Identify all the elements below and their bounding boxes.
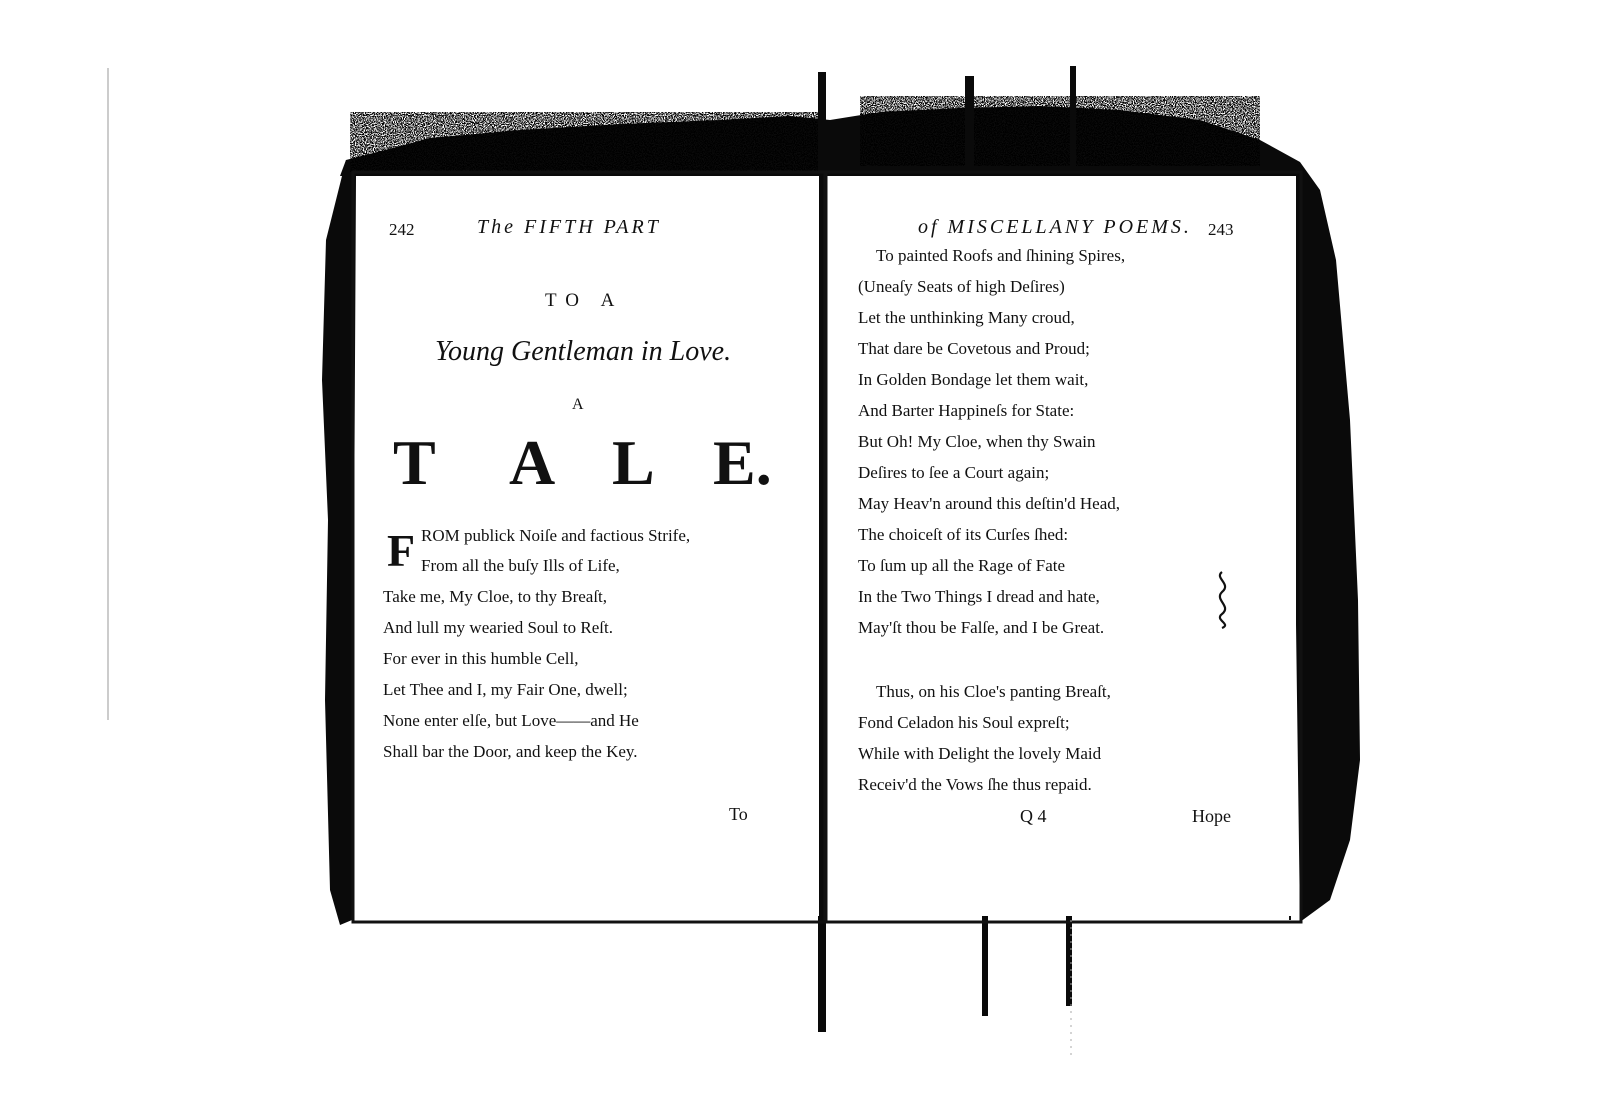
- book-left-edge: [322, 160, 356, 925]
- right-page: [830, 176, 1296, 916]
- verse-line: Thus, on his Cloe's panting Breaſt,: [876, 682, 1111, 701]
- left-catchword: To: [729, 804, 748, 824]
- left-page: [357, 176, 819, 916]
- tale-letter-3: L: [612, 427, 655, 498]
- verse-line: But Oh! My Cloe, when thy Swain: [858, 432, 1096, 451]
- left-page-number: 242: [389, 220, 415, 239]
- tale-letter-4: E.: [713, 427, 772, 498]
- left-running-head: The FIFTH PART: [477, 216, 661, 238]
- verse-line: And lull my wearied Soul to Reſt.: [383, 618, 613, 637]
- verse-line: Shall bar the Door, and keep the Key.: [383, 742, 638, 761]
- verse-line: To painted Roofs and ſhining Spires,: [876, 246, 1126, 265]
- tale-letter-2: A: [509, 427, 556, 498]
- verse-line: From all the buſy Ills of Life,: [421, 556, 620, 575]
- title-a: A: [572, 396, 584, 413]
- verse-line: And Barter Happineſs for State:: [858, 401, 1075, 420]
- triplet-brace-icon: [1214, 570, 1236, 630]
- drop-cap: F: [387, 525, 416, 576]
- verse-line: In the Two Things I dread and hate,: [858, 587, 1100, 606]
- verse-line: May Heav'n around this deſtin'd Head,: [858, 494, 1121, 513]
- title-subject: Young Gentleman in Love.: [435, 336, 732, 367]
- verse-line: None enter elſe, but Love——and He: [383, 711, 639, 730]
- verse-line: To ſum up all the Rage of Fate: [858, 556, 1066, 575]
- verse-line: Take me, My Cloe, to thy Breaſt,: [383, 587, 608, 606]
- right-catchword: Hope: [1192, 806, 1231, 826]
- verse-line: Deſires to ſee a Court again;: [858, 463, 1050, 482]
- right-page-number: 243: [1208, 220, 1234, 239]
- verse-line: That dare be Covetous and Proud;: [858, 339, 1090, 358]
- verse-line: Let the unthinking Many croud,: [858, 308, 1075, 327]
- verse-line: Fond Celadon his Soul expreſt;: [858, 713, 1070, 732]
- right-running-head: of MISCELLANY POEMS.: [918, 216, 1192, 238]
- verse-line: While with Delight the lovely Maid: [858, 744, 1102, 763]
- signature-mark: Q 4: [1020, 806, 1047, 826]
- verse-line: The choiceſt of its Curſes ſhed:: [858, 525, 1069, 544]
- verse-line: Receiv'd the Vows ſhe thus repaid.: [858, 775, 1092, 794]
- verse-line: (Uneaſy Seats of high Deſires): [858, 277, 1065, 296]
- verse-line: For ever in this humble Cell,: [383, 649, 579, 668]
- title-to-a: TO A: [545, 290, 624, 311]
- first-line: ROM publick Noiſe and factious Strife,: [421, 526, 691, 545]
- verse-line: Let Thee and I, my Fair One, dwell;: [383, 680, 628, 699]
- verse-line: In Golden Bondage let them wait,: [858, 370, 1089, 389]
- tale-letter-1: T: [393, 427, 436, 498]
- verse-line: May'ſt thou be Falſe, and I be Great.: [858, 618, 1105, 637]
